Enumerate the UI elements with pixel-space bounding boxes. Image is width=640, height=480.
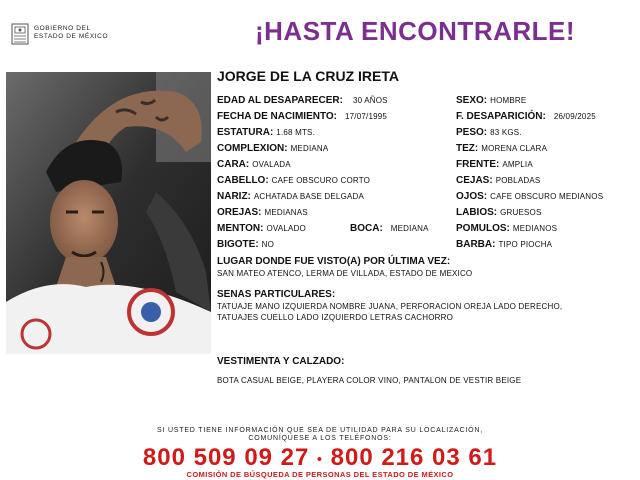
clothing-value: BOTA CASUAL BEIGE, PLAYERA COLOR VINO, PANTALON DE VESTIR BEIGE (217, 376, 522, 385)
phone-numbers (0, 444, 640, 472)
field-bigote (217, 239, 274, 250)
field-label: COMPLEXION: (217, 143, 288, 154)
field-orejas (217, 207, 308, 218)
field-value: MEDIANOS (512, 224, 558, 233)
field-label: PESO: (456, 127, 488, 138)
field-value: 83 KGS. (490, 128, 522, 137)
field-value: MEDIANA (290, 144, 329, 153)
last-seen-value: SAN MATEO ATENCO, LERMA DE VILLADA, ESTADO DE MEXICO (217, 269, 473, 278)
field-ojos (456, 191, 603, 202)
government-logo (10, 22, 120, 48)
logo-line1: GOBIERNO DEL (34, 25, 91, 32)
field-value: CAFE OBSCURO CORTO (271, 176, 371, 185)
comision-name: COMISIÓN DE BÚSQUEDA DE PERSONAS DEL ESTADO DE MÉXICO (186, 470, 454, 479)
field-label: POMULOS: (456, 223, 510, 234)
field-label: FRENTE: (456, 159, 500, 170)
field-barba (456, 239, 552, 250)
field-label: BOCA: (350, 223, 383, 234)
field-label: TEZ: (456, 143, 479, 154)
field-value: NO (261, 240, 275, 249)
field-label: OJOS: (456, 191, 488, 202)
field-value: MEDIANA (390, 224, 429, 233)
field-desaparicion (456, 111, 596, 122)
field-value: 1.68 MTS. (276, 128, 315, 137)
person-name: JORGE DE LA CRUZ IRETA (217, 68, 400, 84)
field-labios (456, 207, 542, 218)
field-value: POBLADAS (495, 176, 541, 185)
field-label: OREJAS: (217, 207, 262, 218)
field-sexo (456, 95, 526, 106)
field-value: GRUESOS (500, 208, 542, 217)
field-value: OVALADO (266, 224, 306, 233)
field-label: CABELLO: (217, 175, 269, 186)
headline: ¡HASTA ENCONTRARLE! (255, 16, 576, 46)
field-value: 17/07/1995 (345, 112, 388, 121)
field-label: MENTON: (217, 223, 264, 234)
field-label: CARA: (217, 159, 250, 170)
info-line1: SI USTED TIENE INFORMACIÓN QUE SEA DE UTILIDAD PARA SU LOCALIZACIÓN, (156, 427, 484, 434)
field-value: OVALADA (252, 160, 291, 169)
phone-separator: • (317, 450, 323, 467)
phone-1[interactable]: 800 509 09 27 (142, 444, 310, 471)
field-estatura (217, 127, 315, 138)
field-cabello (217, 175, 370, 186)
field-label: EDAD AL DESAPARECER: (217, 95, 343, 106)
phone-2[interactable]: 800 216 03 61 (330, 444, 498, 471)
field-cara (217, 159, 291, 170)
clothing-label: VESTIMENTA Y CALZADO: (217, 356, 345, 367)
field-complexion (217, 143, 328, 154)
field-label: CEJAS: (456, 175, 493, 186)
info-line2: COMUNÍQUESE A LOS TELÉFONOS: (248, 435, 392, 442)
field-value: MEDIANAS (264, 208, 308, 217)
field-label: LABIOS: (456, 207, 498, 218)
field-value: CAFE OBSCURO MEDIANOS (490, 192, 604, 201)
field-label: ESTATURA: (217, 127, 274, 138)
field-label: SEXO: (456, 95, 488, 106)
field-tez (456, 143, 547, 154)
field-label: FECHA DE NACIMIENTO: (217, 111, 337, 122)
field-value: ACHATADA BASE DELGADA (253, 192, 365, 201)
field-value: MORENA CLARA (481, 144, 548, 153)
coat-of-arms-icon (10, 22, 30, 46)
marks-label: SENAS PARTICULARES: (217, 289, 336, 300)
field-label: NARIZ: (217, 191, 251, 202)
person-photo (6, 72, 211, 354)
field-nacimiento (217, 111, 387, 122)
field-label: BIGOTE: (217, 239, 259, 250)
field-value: AMPLIA (502, 160, 533, 169)
field-peso (456, 127, 522, 138)
field-edad (217, 95, 388, 106)
field-value: 26/09/2025 (553, 112, 596, 121)
field-value: TIPO PIOCHA (498, 240, 553, 249)
field-value: HOMBRE (490, 96, 527, 105)
field-frente (456, 159, 533, 170)
field-pomulos (456, 223, 557, 234)
marks-line1: TATUAJE MANO IZQUIERDA NOMBRE JUANA, PERFORACION OREJA LADO DERECHO, (217, 302, 563, 311)
field-cejas (456, 175, 540, 186)
field-value: 30 AÑOS (352, 96, 388, 105)
field-nariz (217, 191, 364, 202)
marks-line2: TATUAJES CUELLO LADO IZQUIERDO LETRAS CACHORRO (217, 313, 454, 322)
field-label: F. DESAPARICIÓN: (456, 111, 546, 122)
field-boca (350, 223, 429, 234)
field-label: BARBA: (456, 239, 496, 250)
field-menton (217, 223, 306, 234)
logo-line2: ESTADO DE MÉXICO (34, 33, 109, 40)
last-seen-label: LUGAR DONDE FUE VISTO(A) POR ÚLTIMA VEZ: (217, 256, 451, 267)
photo-illustration (6, 72, 211, 354)
